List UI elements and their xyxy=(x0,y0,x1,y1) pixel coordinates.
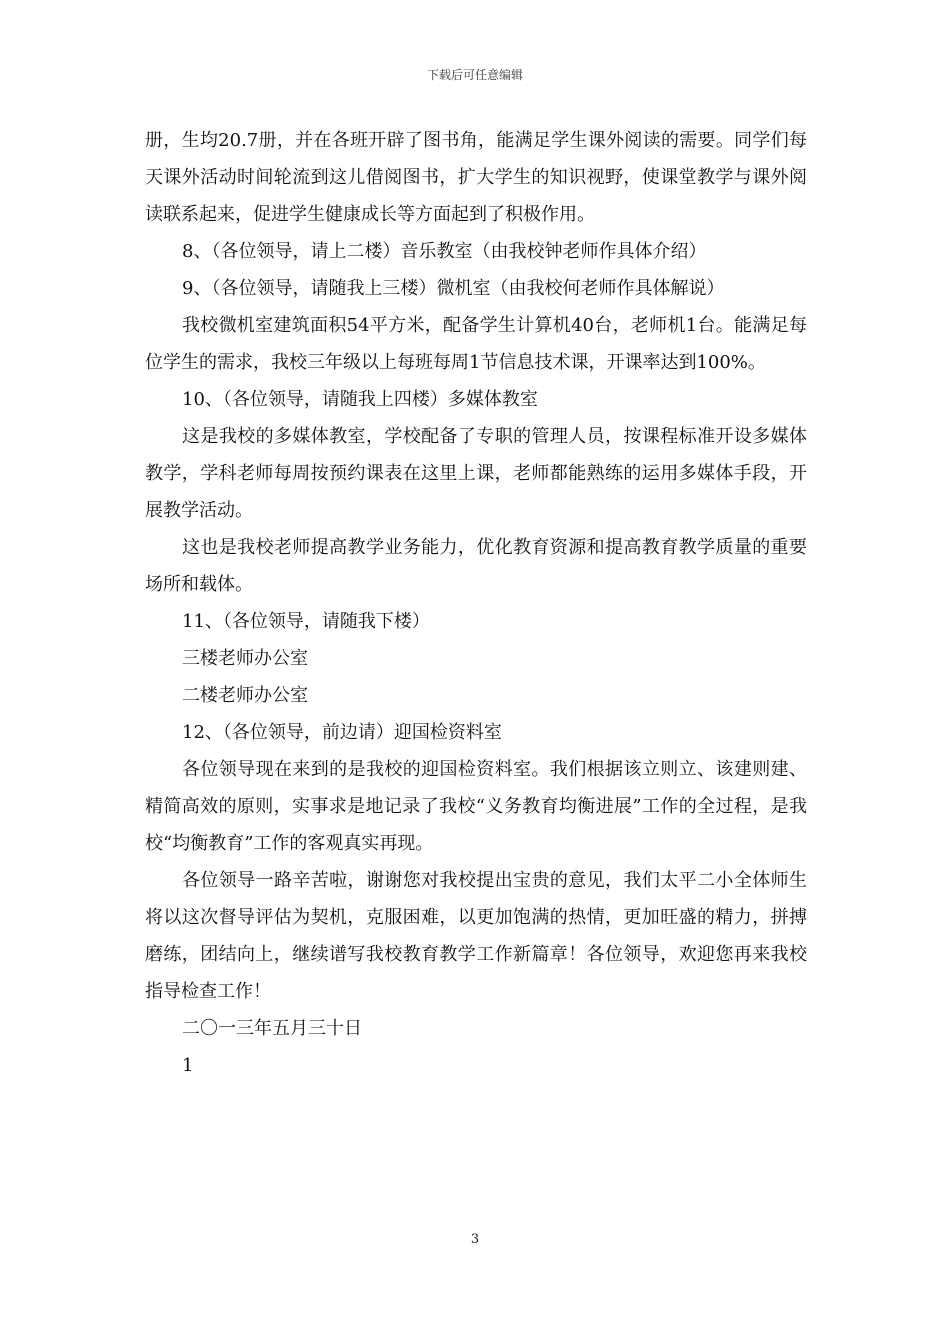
paragraph-library: 册，生均20.7册，并在各班开辟了图书角，能满足学生课外阅读的需要。同学们每天课外活动时间轮流到这儿借阅图书，扩大学生的知识视野，使课堂教学与课外阅读联系起来，促进学生健康成长等方面起到了积极作用。 xyxy=(145,130,807,225)
paragraph-third-floor-office: 三楼老师办公室 xyxy=(182,648,308,669)
paragraph-archive-room: 12、（各位领导，前边请）迎国检资料室 xyxy=(182,722,502,743)
paragraph-multimedia-purpose: 这也是我校老师提高教学业务能力，优化教育资源和提高教育教学质量的重要场所和载体。 xyxy=(145,537,807,595)
paragraph-multimedia-detail: 这是我校的多媒体教室，学校配备了专职的管理人员，按课程标准开设多媒体教学，学科老师每周按预约课表在这里上课，老师都能熟练的运用多媒体手段，开展教学活动。 xyxy=(145,426,807,521)
paragraph-number: 1 xyxy=(182,1055,194,1076)
paragraph-computer-room-detail: 我校微机室建筑面积54平方米，配备学生计算机40台，老师机1台。能满足每位学生的需求，我校三年级以上每班每周1节信息技术课，开课率达到100%。 xyxy=(145,315,807,373)
paragraph-music-room: 8、（各位领导，请上二楼）音乐教室（由我校钟老师作具体介绍） xyxy=(182,241,707,262)
paragraph-multimedia-room: 10、（各位领导，请随我上四楼）多媒体教室 xyxy=(182,389,538,410)
paragraph-archive-detail: 各位领导现在来到的是我校的迎国检资料室。我们根据该立则立、该建则建、精简高效的原则，实事求是地记录了我校“义务教育均衡进展”工作的全过程，是我校“均衡教育”工作的客观真实再现。 xyxy=(145,759,807,854)
page-header: 下载后可任意编辑 xyxy=(426,68,523,82)
document-body xyxy=(145,122,807,1084)
paragraph-downstairs: 11、（各位领导，请随我下楼） xyxy=(182,611,430,632)
paragraph-second-floor-office: 二楼老师办公室 xyxy=(182,685,308,706)
paragraph-date: 二〇一三年五月三十日 xyxy=(182,1018,362,1039)
paragraph-closing: 各位领导一路辛苦啦，谢谢您对我校提出宝贵的意见，我们太平二小全体师生将以这次督导评估为契机，克服困难，以更加饱满的热情，更加旺盛的精力，拼搏磨练，团结向上，继续谱写我校教育教学工作新篇章！各位领导，欢迎您再来我校指导检查工作！ xyxy=(145,870,807,1002)
paragraph-computer-room: 9、（各位领导，请随我上三楼）微机室（由我校何老师作具体解说） xyxy=(182,278,725,299)
page-number: 3 xyxy=(470,1232,480,1247)
